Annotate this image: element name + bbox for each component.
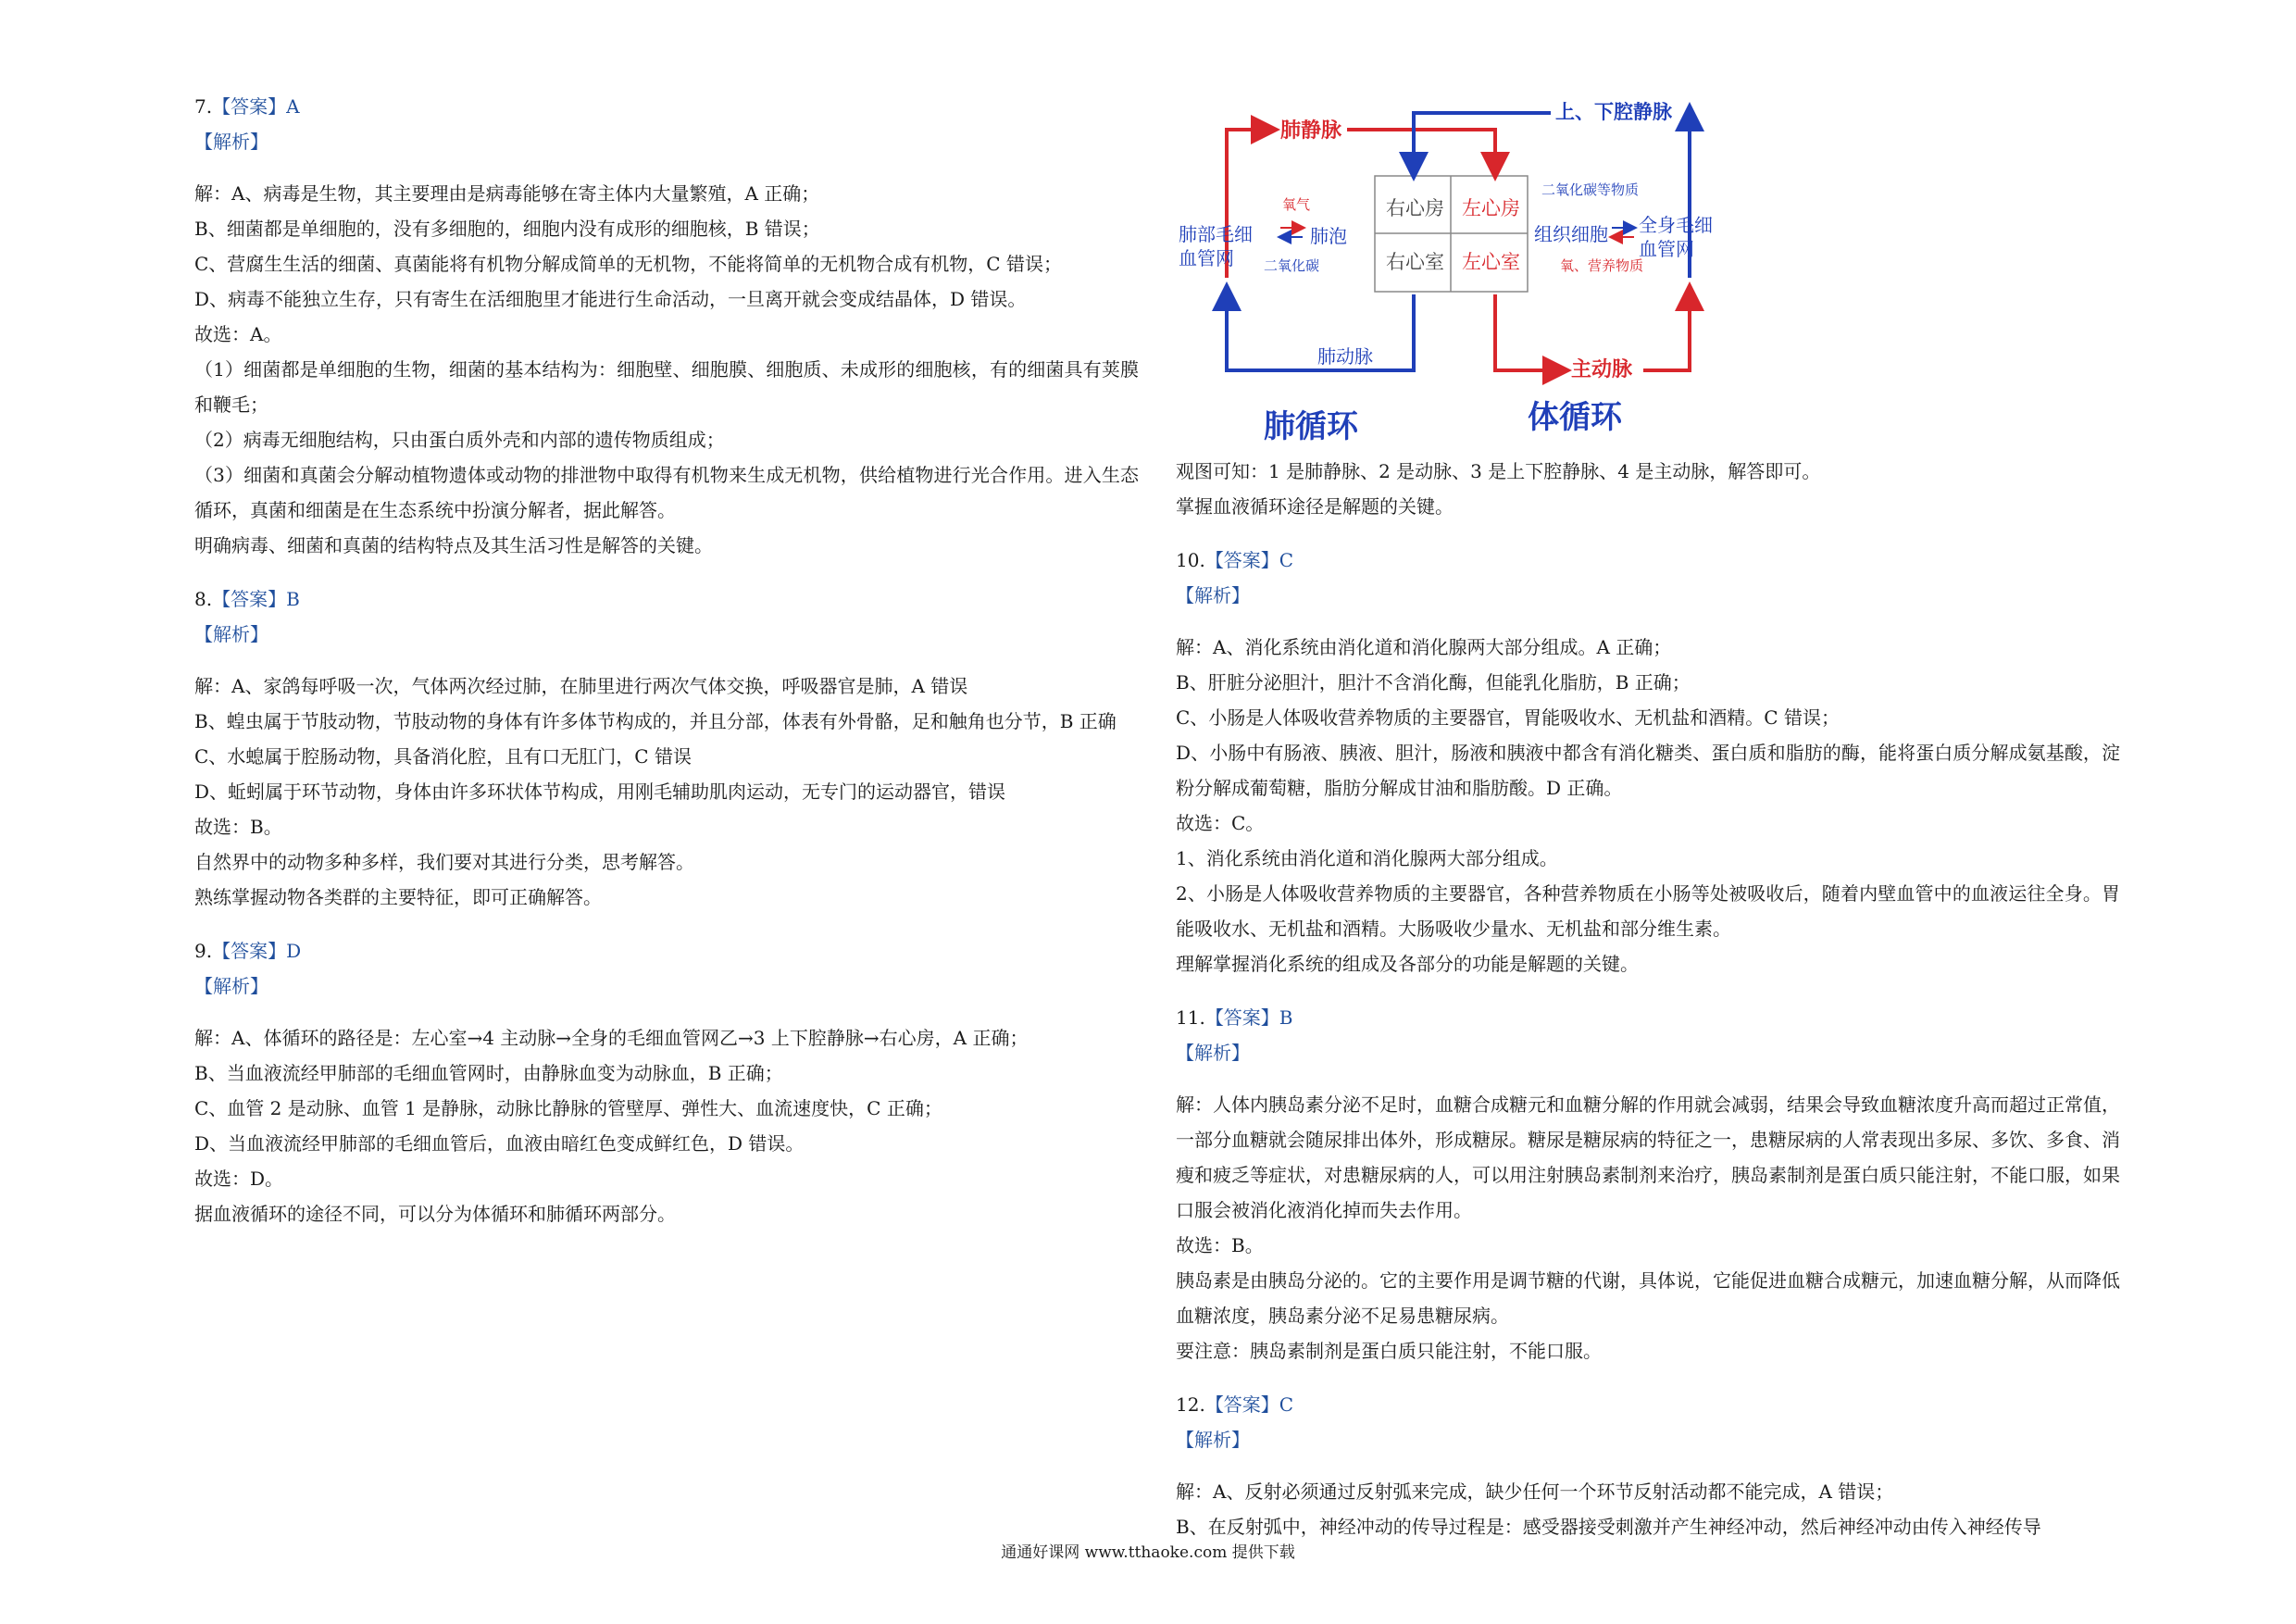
right-atrium-label: 右心房 xyxy=(1386,197,1444,219)
q10-answer: 【答案】C xyxy=(1204,549,1294,571)
q11-line: 胰岛素是由胰岛分泌的。它的主要作用是调节糖的代谢，具体说，它能促进血糖合成糖元，加速血糖分解，从而降低血糖浓度，胰岛素分泌不足易患糖尿病。 xyxy=(1176,1269,2120,1327)
q7-line: 明确病毒、细菌和真菌的结构特点及其生活习性是解答的关键。 xyxy=(194,534,713,556)
pulmonary-artery-label: 肺动脉 xyxy=(1317,345,1373,368)
blood-circulation-diagram xyxy=(1171,93,1727,454)
q10-line: 2、小肠是人体吸收营养物质的主要器官，各种营养物质在小肠等处被吸收后，随着内壁血管中的血液运往全身。胃能吸收水、无机盐和酒精。大肠吸收少量水、无机盐和部分维生素。 xyxy=(1176,882,2120,940)
pulmonary-artery-to-lung xyxy=(1227,289,1310,370)
q9-answer: 【答案】D xyxy=(212,940,302,962)
heart-grid xyxy=(1375,176,1528,292)
oxygen-nutrients-label: 氧、营养物质 xyxy=(1560,257,1644,274)
q10-line: 1、消化系统由消化道和消化腺两大部分组成。 xyxy=(1176,847,1558,869)
q12-answer: 【答案】C xyxy=(1204,1393,1294,1416)
q11-line: 故选：B。 xyxy=(1176,1234,1264,1256)
q9-cont-line: 掌握血液循环途径是解题的关键。 xyxy=(1176,495,1454,518)
q10-heading xyxy=(1176,543,2120,578)
q10-line: C、小肠是人体吸收营养物质的主要器官，胃能吸收水、无机盐和酒精。C 错误； xyxy=(1176,706,1840,729)
q7-line: （3）细菌和真菌会分解动植物遗体或动物的排泄物中取得有机物来生成无机物，供给植物进行光合作用。进入生态循环，真菌和细菌是在生态系统中扮演分解者，据此解答。 xyxy=(194,464,1139,521)
q12-line: 解：A、反射必须通过反射弧来完成，缺少任何一个环节反射活动都不能完成，A 错误； xyxy=(1176,1480,1894,1503)
q9-line: 解：A、体循环的路径是：左心室→4 主动脉→全身的毛细血管网乙→3 上下腔静脉→右心房，A 正确； xyxy=(194,1027,1029,1049)
q7-line: 解：A、病毒是生物，其主要理由是病毒能够在寄主体内大量繁殖，A 正确； xyxy=(194,182,820,205)
q9-line: B、当血液流经甲肺部的毛细血管网时，由静脉血变为动脉血，B 正确； xyxy=(194,1062,783,1084)
q8-number: 8. xyxy=(194,588,213,610)
q9-line: D、当血液流经甲肺部的毛细血管后，血液由暗红色变成鲜红色，D 错误。 xyxy=(194,1132,805,1155)
lung-capillary-label-1: 肺部毛细 xyxy=(1179,223,1253,245)
q7-line: 故选：A。 xyxy=(194,323,282,345)
q8-heading xyxy=(194,581,1139,617)
q12-number: 12. xyxy=(1176,1393,1205,1416)
pulmonary-vein-label: 肺静脉 xyxy=(1280,119,1342,143)
q8-line: 熟练掌握动物各类群的主要特征，即可正确解答。 xyxy=(194,886,602,908)
pulmonary-vein-to-left-atrium xyxy=(1347,130,1495,174)
q9-heading xyxy=(194,933,1139,968)
q9-line: 据血液循环的途径不同，可以分为体循环和肺循环两部分。 xyxy=(194,1203,676,1225)
q7-answer: 【答案】A xyxy=(212,95,300,118)
q7-line: D、病毒不能独立生存，只有寄生在活细胞里才能进行生命活动，一旦离开就会变成结晶体，D 错误。 xyxy=(194,288,1027,310)
q7-heading xyxy=(194,89,1139,124)
q9-line: 故选：D。 xyxy=(194,1168,284,1190)
question-9-continued xyxy=(1176,454,2120,524)
pulmonary-circulation-title: 肺循环 xyxy=(1264,408,1358,445)
left-ventricle-label: 左心室 xyxy=(1462,251,1520,273)
q9-line: C、血管 2 是动脉、血管 1 是静脉，动脉比静脉的管壁厚、弹性大、血流速度快，C 正确； xyxy=(194,1097,942,1119)
q12-heading xyxy=(1176,1387,2120,1422)
q11-line: 解：人体内胰岛素分泌不足时，血糖合成糖元和血糖分解的作用就会减弱，结果会导致血糖浓度升高而超过正常值，一部分血糖就会随尿排出体外，形成糖尿。糖尿是糖尿病的特征之一，患糖尿病的人常表现出多尿、多饮、多食、消瘦和疲乏等症状，对患糖尿病的人，可以用注射胰岛素制剂来治疗，胰岛素制剂是蛋白质只能注射，不能口服，如果口服会被消化液消化掉而失去作用。 xyxy=(1176,1093,2120,1221)
right-column xyxy=(1176,454,2120,1544)
q8-answer: 【答案】B xyxy=(212,588,300,610)
q7-line: C、营腐生生活的细菌、真菌能将有机物分解成简单的无机物，不能将简单的无机物合成有机物，C 错误； xyxy=(194,253,1062,275)
question-9 xyxy=(194,933,1139,1231)
right-ventricle-label: 右心室 xyxy=(1386,251,1444,273)
q7-number: 7. xyxy=(194,95,213,118)
body-capillary-label-2: 血管网 xyxy=(1639,238,1694,260)
q11-line: 要注意：胰岛素制剂是蛋白质只能注射，不能口服。 xyxy=(1176,1340,1602,1362)
left-column xyxy=(194,89,1139,1231)
vena-cava-to-right-atrium xyxy=(1414,113,1551,174)
co2-etc-label: 二氧化碳等物质 xyxy=(1541,181,1640,198)
question-12 xyxy=(1176,1387,2120,1544)
q10-line: D、小肠中有肠液、胰液、胆汁，肠液和胰液中都含有消化糖类、蛋白质和脂肪的酶，能将蛋白质分解成氨基酸，淀粉分解成葡萄糖，脂肪分解成甘油和脂肪酸。D 正确。 xyxy=(1176,742,2120,799)
lung-capillary-label-2: 血管网 xyxy=(1179,247,1234,269)
oxygen-label: 氧气 xyxy=(1282,196,1311,213)
aorta-label: 主动脉 xyxy=(1571,357,1633,381)
alveoli-label: 肺泡 xyxy=(1310,225,1347,247)
question-8 xyxy=(194,581,1139,915)
q8-line: 故选：B。 xyxy=(194,816,282,838)
q8-line: 自然界中的动物多种多样，我们要对其进行分类，思考解答。 xyxy=(194,851,694,873)
q8-line: D、蚯蚓属于环节动物，身体由许多环状体节构成，用刚毛辅助肌肉运动，无专门的运动器官，错误 xyxy=(194,781,1006,803)
aorta-to-body xyxy=(1643,289,1690,370)
question-10 xyxy=(1176,543,2120,981)
question-7 xyxy=(194,89,1139,563)
q8-line: C、水螅属于腔肠动物，具备消化腔，且有口无肛门，C 错误 xyxy=(194,745,692,768)
q11-number: 11. xyxy=(1176,1006,1205,1029)
vena-cava-label: 上、下腔静脉 xyxy=(1555,100,1672,123)
q10-line: B、肝脏分泌胆汁，胆汁不含消化酶，但能乳化脂肪，B 正确； xyxy=(1176,671,1691,693)
q8-line: B、蝗虫属于节肢动物，节肢动物的身体有许多体节构成的，并且分部，体表有外骨骼，足和触角也分节，B 正确 xyxy=(194,710,1117,732)
q11-heading xyxy=(1176,1000,2120,1035)
q7-line: （1）细菌都是单细胞的生物，细菌的基本结构为：细胞壁、细胞膜、细胞质、未成形的细胞核，有的细菌具有荚膜和鞭毛； xyxy=(194,358,1139,416)
q10-line: 故选：C。 xyxy=(1176,812,1265,834)
tissue-cells-label: 组织细胞 xyxy=(1534,223,1608,245)
co2-label: 二氧化碳 xyxy=(1264,257,1320,274)
q9-cont-line: 观图可知：1 是肺静脉、2 是动脉、3 是上下腔静脉、4 是主动脉，解答即可。 xyxy=(1176,460,1821,482)
q10-analysis-label: 【解析】 xyxy=(1176,584,1250,606)
left-atrium-label: 左心房 xyxy=(1462,197,1520,219)
question-11 xyxy=(1176,1000,2120,1368)
systemic-circulation-title: 体循环 xyxy=(1528,399,1622,436)
q9-analysis-label: 【解析】 xyxy=(194,975,268,997)
q8-line: 解：A、家鸽每呼吸一次，气体两次经过肺，在肺里进行两次气体交换，呼吸器官是肺，A 错误 xyxy=(194,675,968,697)
page-footer: 通通好课网 www.tthaoke.com 提供下载 xyxy=(1001,1543,1295,1562)
q10-line: 解：A、消化系统由消化道和消化腺两大部分组成。A 正确； xyxy=(1176,636,1672,658)
q8-analysis-label: 【解析】 xyxy=(194,623,268,645)
q12-line: B、在反射弧中，神经冲动的传导过程是：感受器接受刺激并产生神经冲动，然后神经冲动由传入神经传导 xyxy=(1176,1516,2041,1538)
q11-analysis-label: 【解析】 xyxy=(1176,1042,1250,1064)
q10-number: 10. xyxy=(1176,549,1205,571)
q9-number: 9. xyxy=(194,940,213,962)
q10-line: 理解掌握消化系统的组成及各部分的功能是解题的关键。 xyxy=(1176,953,1639,975)
aorta-arrow xyxy=(1495,294,1565,370)
body-capillary-label-1: 全身毛细 xyxy=(1639,214,1713,236)
q7-line: B、细菌都是单细胞的，没有多细胞的，细胞内没有成形的细胞核，B 错误； xyxy=(194,218,820,240)
q11-answer: 【答案】B xyxy=(1204,1006,1293,1029)
q7-line: （2）病毒无细胞结构，只由蛋白质外壳和内部的遗传物质组成； xyxy=(194,429,725,451)
q7-analysis-label: 【解析】 xyxy=(194,131,268,153)
q12-analysis-label: 【解析】 xyxy=(1176,1429,1250,1451)
